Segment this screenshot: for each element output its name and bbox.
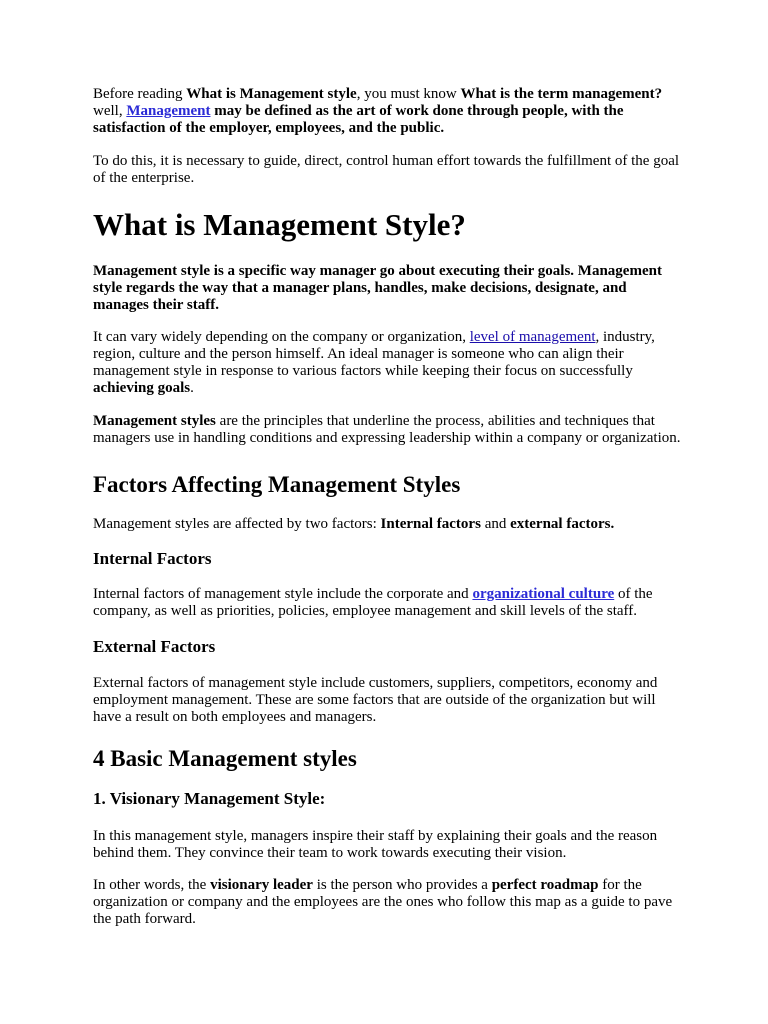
external-factors-paragraph: External factors of management style include customers, suppliers, competitors, economy and employment management. These are some factors that are outside of the organization but will have a result on both employees and managers. [93,675,658,725]
text: , industry, region, culture and the person himself. An ideal manager is someone who can align their management style in response to various factors while keeping their focus on successfully [93,329,655,379]
text: Before reading [93,86,187,102]
bold-text: may be defined as the art of work done through people, with the satisfaction of the employer, employees, and the public. [93,103,624,136]
definition-paragraph [93,263,683,314]
text: It can vary widely depending on the company or organization, [93,329,470,345]
text: Management styles are affected by two factors: [93,516,381,532]
text: is the person who provides a [312,877,492,893]
bold-text: Management styles [93,413,216,429]
bold-text: Internal factors [380,516,481,532]
variation-paragraph [93,329,683,397]
text: of the company, as well as priorities, policies, employee management and skill levels of the staff. [93,586,653,619]
text: In other words, the [93,877,211,893]
text: well, [93,103,127,119]
text: for the organization or company and the employees are the ones who follow this map as a guide to pave the path forward. [93,877,673,927]
visionary-paragraph-1: In this management style, managers inspire their staff by explaining their goals and the reason behind them. They convince their team to work towards executing their vision. [93,828,658,861]
bold-text: achieving goals [93,380,191,396]
principles-paragraph [93,413,683,447]
bold-text: visionary leader [210,877,313,893]
bold-text: Management style is a specific way manager go about executing their goals. Management style regards the way that a manager plans, handles, make decisions, designate, and manages their staff. [93,263,662,313]
intro-paragraph-1 [93,86,683,137]
page-title: What is Management Style? [93,207,466,242]
bold-text: What is Management style [186,86,357,102]
factors-heading: Factors Affecting Management Styles [93,472,461,497]
text: and [480,516,511,532]
basic-styles-heading: 4 Basic Management styles [93,746,357,771]
organizational-culture-link[interactable]: organizational culture [472,586,615,602]
internal-factors-heading: Internal Factors [93,549,212,568]
text: , you must know [356,86,461,102]
internal-factors-paragraph [93,586,683,620]
external-factors-heading: External Factors [93,637,216,656]
level-of-management-link[interactable]: level of management [469,329,596,345]
factors-paragraph [93,516,683,533]
bold-text: perfect roadmap [491,877,599,893]
intro-paragraph-2: To do this, it is necessary to guide, direct, control human effort towards the fulfillment of the goal of the enterprise. [93,153,680,186]
text: Internal factors of management style include the corporate and [93,586,473,602]
visionary-style-heading: 1. Visionary Management Style: [93,789,326,808]
text: . [190,380,194,396]
management-link[interactable]: Management [126,103,211,119]
bold-text: What is the term management? [460,86,663,102]
document-page [93,86,683,928]
bold-text: external factors. [510,516,615,532]
text: are the principles that underline the process, abilities and techniques that managers use in handling conditions and expressing leadership within a company or organization. [93,413,681,446]
visionary-paragraph-2 [93,877,683,928]
